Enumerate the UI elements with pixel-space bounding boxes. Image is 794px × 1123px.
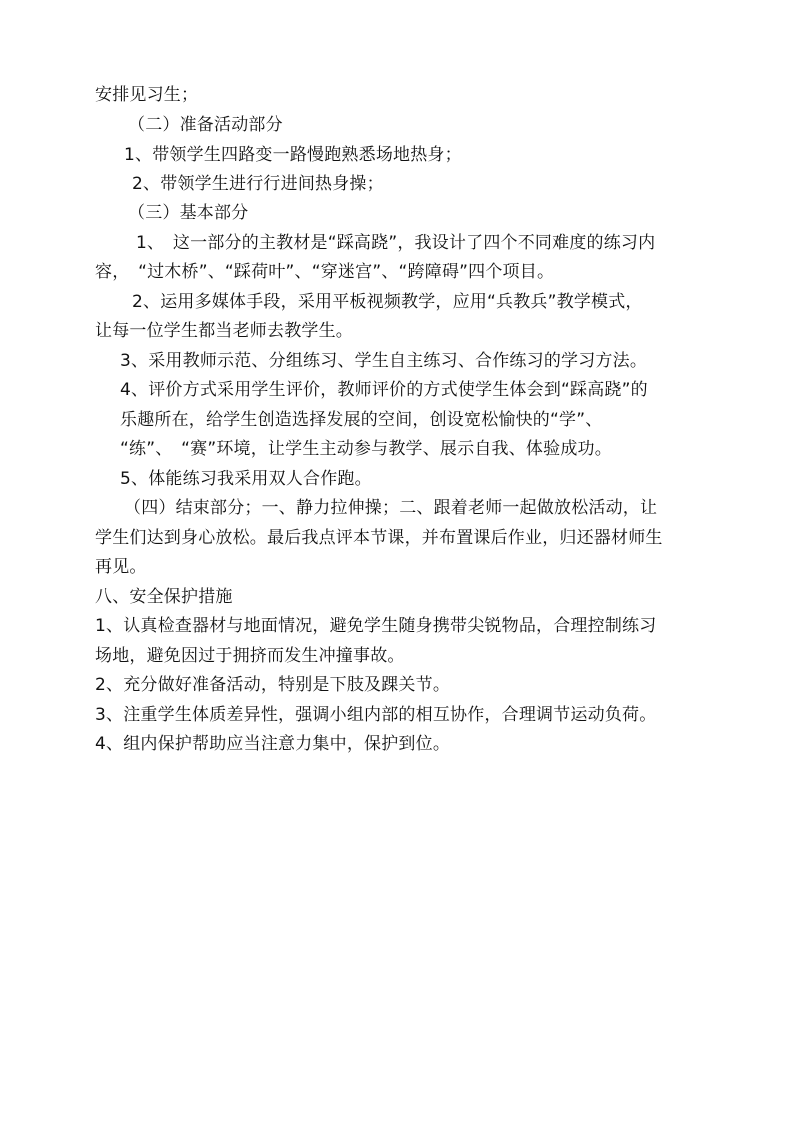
section-heading-basic: （三）基本部分 (128, 203, 249, 223)
text-line: 安排见习生； (95, 85, 199, 105)
text-line: 2、运用多媒体手段，采用平板视频教学，应用“兵教兵”教学模式， (132, 292, 643, 312)
text-line: 1、带领学生四路变一路慢跑熟悉场地热身； (124, 145, 462, 165)
text-line: 2、带领学生进行行进间热身操； (132, 174, 384, 194)
section-heading-safety: 八、安全保护措施 (95, 587, 233, 607)
text-line: 3、注重学生体质差异性，强调小组内部的相互协作，合理调节运动负荷。 (95, 705, 657, 725)
text-line: 乐趣所在，给学生创造选择发展的空间，创设宽松愉快的“学”、 (120, 410, 603, 430)
text-line: 容， “过木桥”、“踩荷叶”、“穿迷宫”、“跨障碍”四个项目。 (95, 262, 555, 282)
text-line: 4、评价方式采用学生评价，教师评价的方式使学生体会到“踩高跷”的 (120, 380, 648, 400)
text-line: 再见。 (95, 557, 147, 577)
text-line: 1、 这一部分的主教材是“踩高跷”，我设计了四个不同难度的练习内 (136, 233, 656, 253)
text-line: 4、组内保护帮助应当注意力集中，保护到位。 (95, 734, 451, 754)
text-line: 2、充分做好准备活动，特别是下肢及踝关节。 (95, 675, 451, 695)
text-line: 场地，避免因过于拥挤而发生冲撞事故。 (95, 646, 405, 666)
text-line: “练”、 “赛”环境，让学生主动参与教学、展示自我、体验成功。 (120, 439, 612, 459)
section-heading-ending: （四）结束部分；一、静力拉伸操；二、跟着老师一起做放松活动，让 (124, 498, 658, 518)
text-line: 让每一位学生都当老师去教学生。 (95, 321, 353, 341)
text-line: 学生们达到身心放松。最后我点评本节课，并布置课后作业，归还器材师生 (95, 528, 663, 548)
text-line: 1、认真检查器材与地面情况，避免学生随身携带尖锐物品，合理控制练习 (95, 616, 657, 636)
section-heading-warmup: （二）准备活动部分 (128, 115, 283, 135)
text-line: 3、采用教师示范、分组练习、学生自主练习、合作练习的学习方法。 (120, 351, 648, 371)
text-line: 5、体能练习我采用双人合作跑。 (120, 469, 372, 489)
